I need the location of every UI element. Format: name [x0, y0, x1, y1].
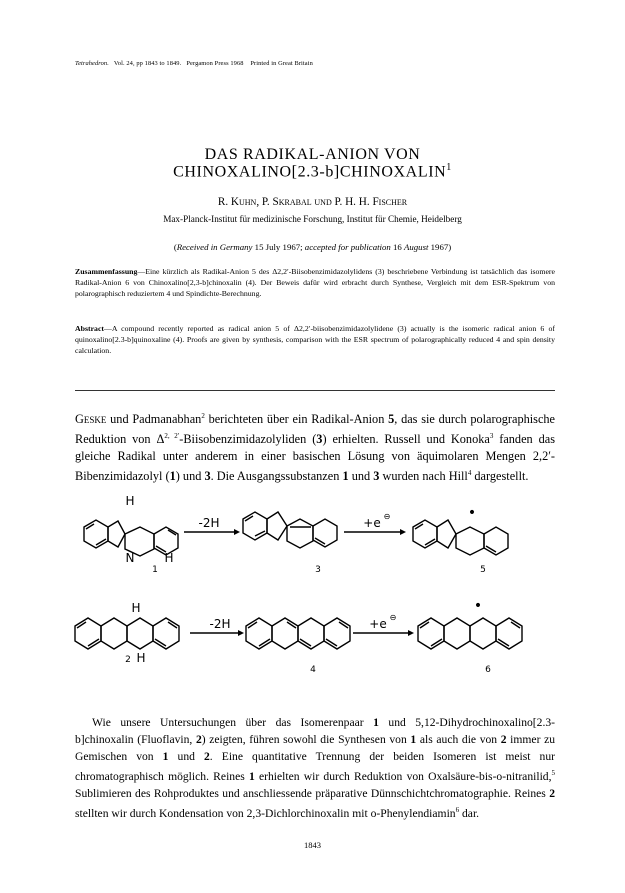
compound-number: 3	[316, 432, 323, 447]
reaction-arrow-head	[400, 529, 406, 535]
compound-label: 6	[485, 665, 491, 675]
text-run: und	[351, 469, 371, 484]
text-run: erhielten wir durch Reduktion von Oxalsäure-bis-o-nitranilid,	[258, 769, 552, 783]
compound-label: 2	[125, 655, 131, 665]
text-run: und Padmanabhan	[110, 412, 202, 427]
text-run: Sublimieren des Rohproduktes und anschliessende präparative Dünnschichtchromatographie. Reines	[75, 786, 546, 800]
compound-label: 5	[480, 565, 486, 575]
reagent-label: -2H	[198, 516, 220, 530]
compound-number: 3	[204, 469, 211, 484]
structure-6	[418, 618, 522, 649]
compound-number: 2	[500, 733, 507, 746]
compound-number: 1	[373, 716, 379, 729]
paper-title-line1: DAS RADIKAL-ANION VON	[204, 146, 421, 163]
structure-2	[75, 618, 179, 649]
text-run: immer zu Gemischen von	[75, 733, 556, 763]
journal-name: Tetrahedron.	[75, 60, 109, 67]
title-footnote-ref: 1	[446, 162, 452, 173]
atom-label-h: H	[164, 551, 174, 565]
compound-number: 5	[388, 412, 395, 427]
journal-printed: Printed in Great Britain	[250, 60, 313, 67]
body-paragraph-1	[75, 408, 555, 485]
journal-volume: Vol. 24, pp 1843 to 1849.	[113, 60, 182, 67]
text-run: dargestellt.	[474, 469, 529, 484]
atom-label-h: H	[131, 601, 141, 615]
author-list: R. Kuhn, P. Skrabal und P. H. H. Fischer	[217, 196, 408, 208]
text-run: . Eine quantitative Trennung der beiden Isomeren ist meist nur chromatographisch möglich. Reines	[75, 750, 555, 783]
compound-label: 4	[310, 665, 316, 675]
text-run: und	[177, 750, 195, 763]
text-run: ) erhielten. Russell und Konoka	[322, 432, 490, 447]
atom-label-h: H	[136, 651, 146, 665]
journal-header	[75, 60, 313, 67]
reaction-scheme	[0, 485, 625, 695]
accepted-date: 16	[393, 242, 402, 252]
zusammenfassung	[75, 266, 555, 299]
reagent-label: +e	[369, 617, 387, 631]
footnote-ref: 2	[201, 412, 205, 420]
paper-title-line2	[0, 162, 625, 181]
received-line: (Received in Germany 15 July 1967; accepted for publication 16 August 1967)	[173, 242, 452, 252]
accepted-year: 1967)	[430, 242, 452, 252]
accepted-label: accepted for publication	[304, 242, 391, 252]
compound-number: 2	[203, 750, 210, 763]
text-run: ) zeigten, führen sowohl die Synthesen von	[201, 733, 407, 746]
text-run: wurden nach Hill	[382, 469, 468, 484]
footnote-ref: 6	[455, 805, 460, 814]
reagent-label: -2H	[209, 617, 231, 631]
abstract-text: —A compound recently reported as radical anion 5 of Δ2,2′-biisobenzimidazolylidene (3) actually is the isomeric radical anion 6 of quinoxalino[2.3-b]quinoxaline (4). Proofs are given by synthesis, comparison with the ESR spectrum of polarographically reduced 4 and spin density calculation.	[75, 324, 555, 355]
received-date: 15 July	[254, 242, 281, 252]
structure-4	[246, 618, 350, 649]
compound-number: 2	[549, 786, 555, 800]
compound-number: 1	[410, 733, 417, 746]
author-geske: Geske	[75, 412, 107, 427]
reagent-label: +e	[363, 516, 381, 530]
text-run: fanden das gleiche Radikal unter anderem in einer basischen Lösung von äquimolaren Mengen 2,2′-Bibenzimidazolyl (	[75, 432, 555, 484]
text-run: . Die Ausgangssubstanzen	[210, 469, 340, 484]
text-run: ) und	[175, 469, 202, 484]
radical-dot: •	[467, 505, 477, 521]
radical-dot: •	[473, 598, 483, 614]
compound-number: 2	[195, 733, 202, 746]
text-run: stellten wir durch Kondensation von 2,3-Dichlorchinoxalin mit o-Phenylendiamin	[75, 806, 456, 820]
atom-label-h: H	[125, 494, 135, 508]
body-paragraph-2	[75, 714, 555, 822]
text-run: -Biisobenzimidazolyliden (	[179, 432, 317, 447]
journal-publisher: Pergamon Press 1968	[186, 60, 244, 67]
compound-number: 1	[169, 469, 176, 484]
institution: Max-Planck-Institut für medizinische Forschung, Institut für Chemie, Heidelberg	[163, 214, 462, 224]
footnote-ref: 4	[467, 469, 472, 478]
text-run: dar.	[462, 806, 480, 820]
text-run: und 5,12-Dihydrochinoxalino[2.3-b]chinoxalin (Fluoflavin,	[75, 716, 555, 746]
accepted-month: August	[404, 242, 429, 252]
superscript: 2, 2′	[164, 432, 180, 441]
text-run: , das sie durch polarographische Reduktion von Δ	[75, 412, 556, 447]
compound-number: 1	[248, 769, 255, 783]
zusammenfassung-label: Zusammenfassung	[75, 267, 138, 276]
abstract	[75, 323, 555, 356]
compound-number: 3	[373, 469, 380, 484]
structure-5	[413, 520, 508, 555]
text-run: als auch die von	[419, 733, 498, 746]
compound-number: 1	[342, 469, 349, 484]
zusammenfassung-text: —Eine kürzlich als Radikal-Anion 5 des Δ2,2′-Biisobenzimidazolylidens (3) beschriebene Verbindung ist tatsächlich das isomere Radikal-Anion 6 von Chinoxalino[2,3-b]chinoxalin (4). Der Beweis dafür wird erbracht durch Synthese, Vergleich mit dem ESR-Spektrum von polarographisch reduziertem 4 und Spindichte-Berechnung.	[75, 267, 555, 298]
section-divider	[75, 390, 555, 391]
charge-symbol: ⊖	[389, 613, 397, 622]
text-run: berichteten über ein Radikal-Anion	[208, 412, 385, 427]
paper-title-line2-text: CHINOXALINO[2.3-b]CHINOXALIN	[173, 163, 447, 181]
footnote-ref: 3	[489, 432, 494, 441]
compound-label: 3	[315, 565, 321, 575]
reaction-arrow-head	[408, 630, 414, 636]
text-run: Wie unsere Untersuchungen über das Isomerenpaar	[92, 716, 364, 729]
reaction-arrow-head	[238, 630, 244, 636]
compound-label: 1	[152, 565, 158, 575]
compound-number: 1	[162, 750, 169, 763]
reaction-arrow-head	[234, 529, 240, 535]
received-label: Received in Germany	[176, 242, 253, 252]
abstract-label: Abstract	[75, 324, 105, 333]
atom-label-n: N	[125, 551, 135, 565]
charge-symbol: ⊖	[383, 512, 391, 521]
page-number: 1843	[304, 840, 321, 850]
received-year: 1967;	[282, 242, 303, 252]
structure-3	[243, 512, 337, 548]
footnote-ref: 5	[551, 769, 555, 777]
